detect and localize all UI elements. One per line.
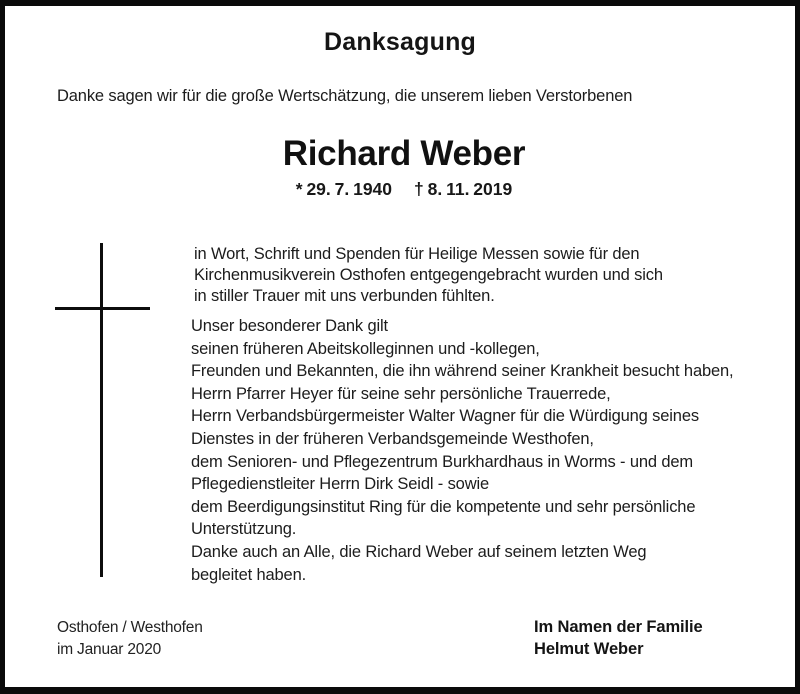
paragraph-line: dem Beerdigungsinstitut Ring für die kompetente und sehr persönliche — [191, 497, 696, 516]
paragraph-line: Herrn Pfarrer Heyer für seine sehr persönliche Trauerrede, — [191, 384, 611, 403]
paragraph-line: Unterstützung. — [191, 520, 297, 539]
date-text: im Januar 2020 — [57, 641, 162, 658]
paragraph-line: seinen früheren Abeitskolleginnen und -kollegen, — [191, 339, 540, 358]
paragraph-line: in stiller Trauer mit uns verbunden fühlten. — [194, 287, 495, 305]
paragraph-line: Kirchenmusikverein Osthofen entgegengebracht wurden und sich — [194, 266, 663, 284]
paragraph-line: Danke auch an Alle, die Richard Weber auf seinem letzten Weg — [191, 542, 647, 561]
paragraph-line: in Wort, Schrift und Spenden für Heilige Messen sowie für den — [194, 245, 640, 263]
paragraph-special-thanks — [191, 315, 734, 586]
place-and-date — [57, 617, 203, 661]
intro-line: Danke sagen wir für die große Wertschätzung, die unserem lieben Verstorbenen — [57, 87, 633, 105]
paragraph-line: begleitet haben. — [191, 565, 307, 584]
paragraph-line: Freunden und Bekannten, die ihn während seiner Krankheit besucht haben, — [191, 362, 734, 381]
paragraph-line: Pflegedienstleiter Herrn Dirk Seidl - sowie — [191, 475, 490, 494]
notice-title: Danksagung — [323, 28, 477, 56]
signature — [534, 616, 703, 660]
birth-date: * 29. 7. 1940 — [295, 179, 393, 199]
paragraph-line: Dienstes in der früheren Verbandsgemeinde Westhofen, — [191, 429, 594, 448]
paragraph-line: Herrn Verbandsbürgermeister Walter Wagner für die Würdigung seines — [191, 407, 699, 426]
signature-line-1: Im Namen der Familie — [534, 618, 703, 636]
cross-vertical-bar — [100, 243, 103, 577]
paragraph-thanks-words — [194, 244, 663, 307]
life-dates — [0, 179, 800, 200]
paragraph-line: Unser besonderer Dank gilt — [191, 317, 388, 335]
paragraph-line: dem Senioren- und Pflegezentrum Burkhardhaus in Worms - und dem — [191, 452, 694, 471]
cross-horizontal-bar — [55, 307, 150, 310]
place-text: Osthofen / Westhofen — [57, 619, 203, 636]
deceased-name: Richard Weber — [282, 134, 526, 173]
death-date: † 8. 11. 2019 — [414, 179, 513, 199]
signature-name: Helmut Weber — [534, 640, 644, 658]
